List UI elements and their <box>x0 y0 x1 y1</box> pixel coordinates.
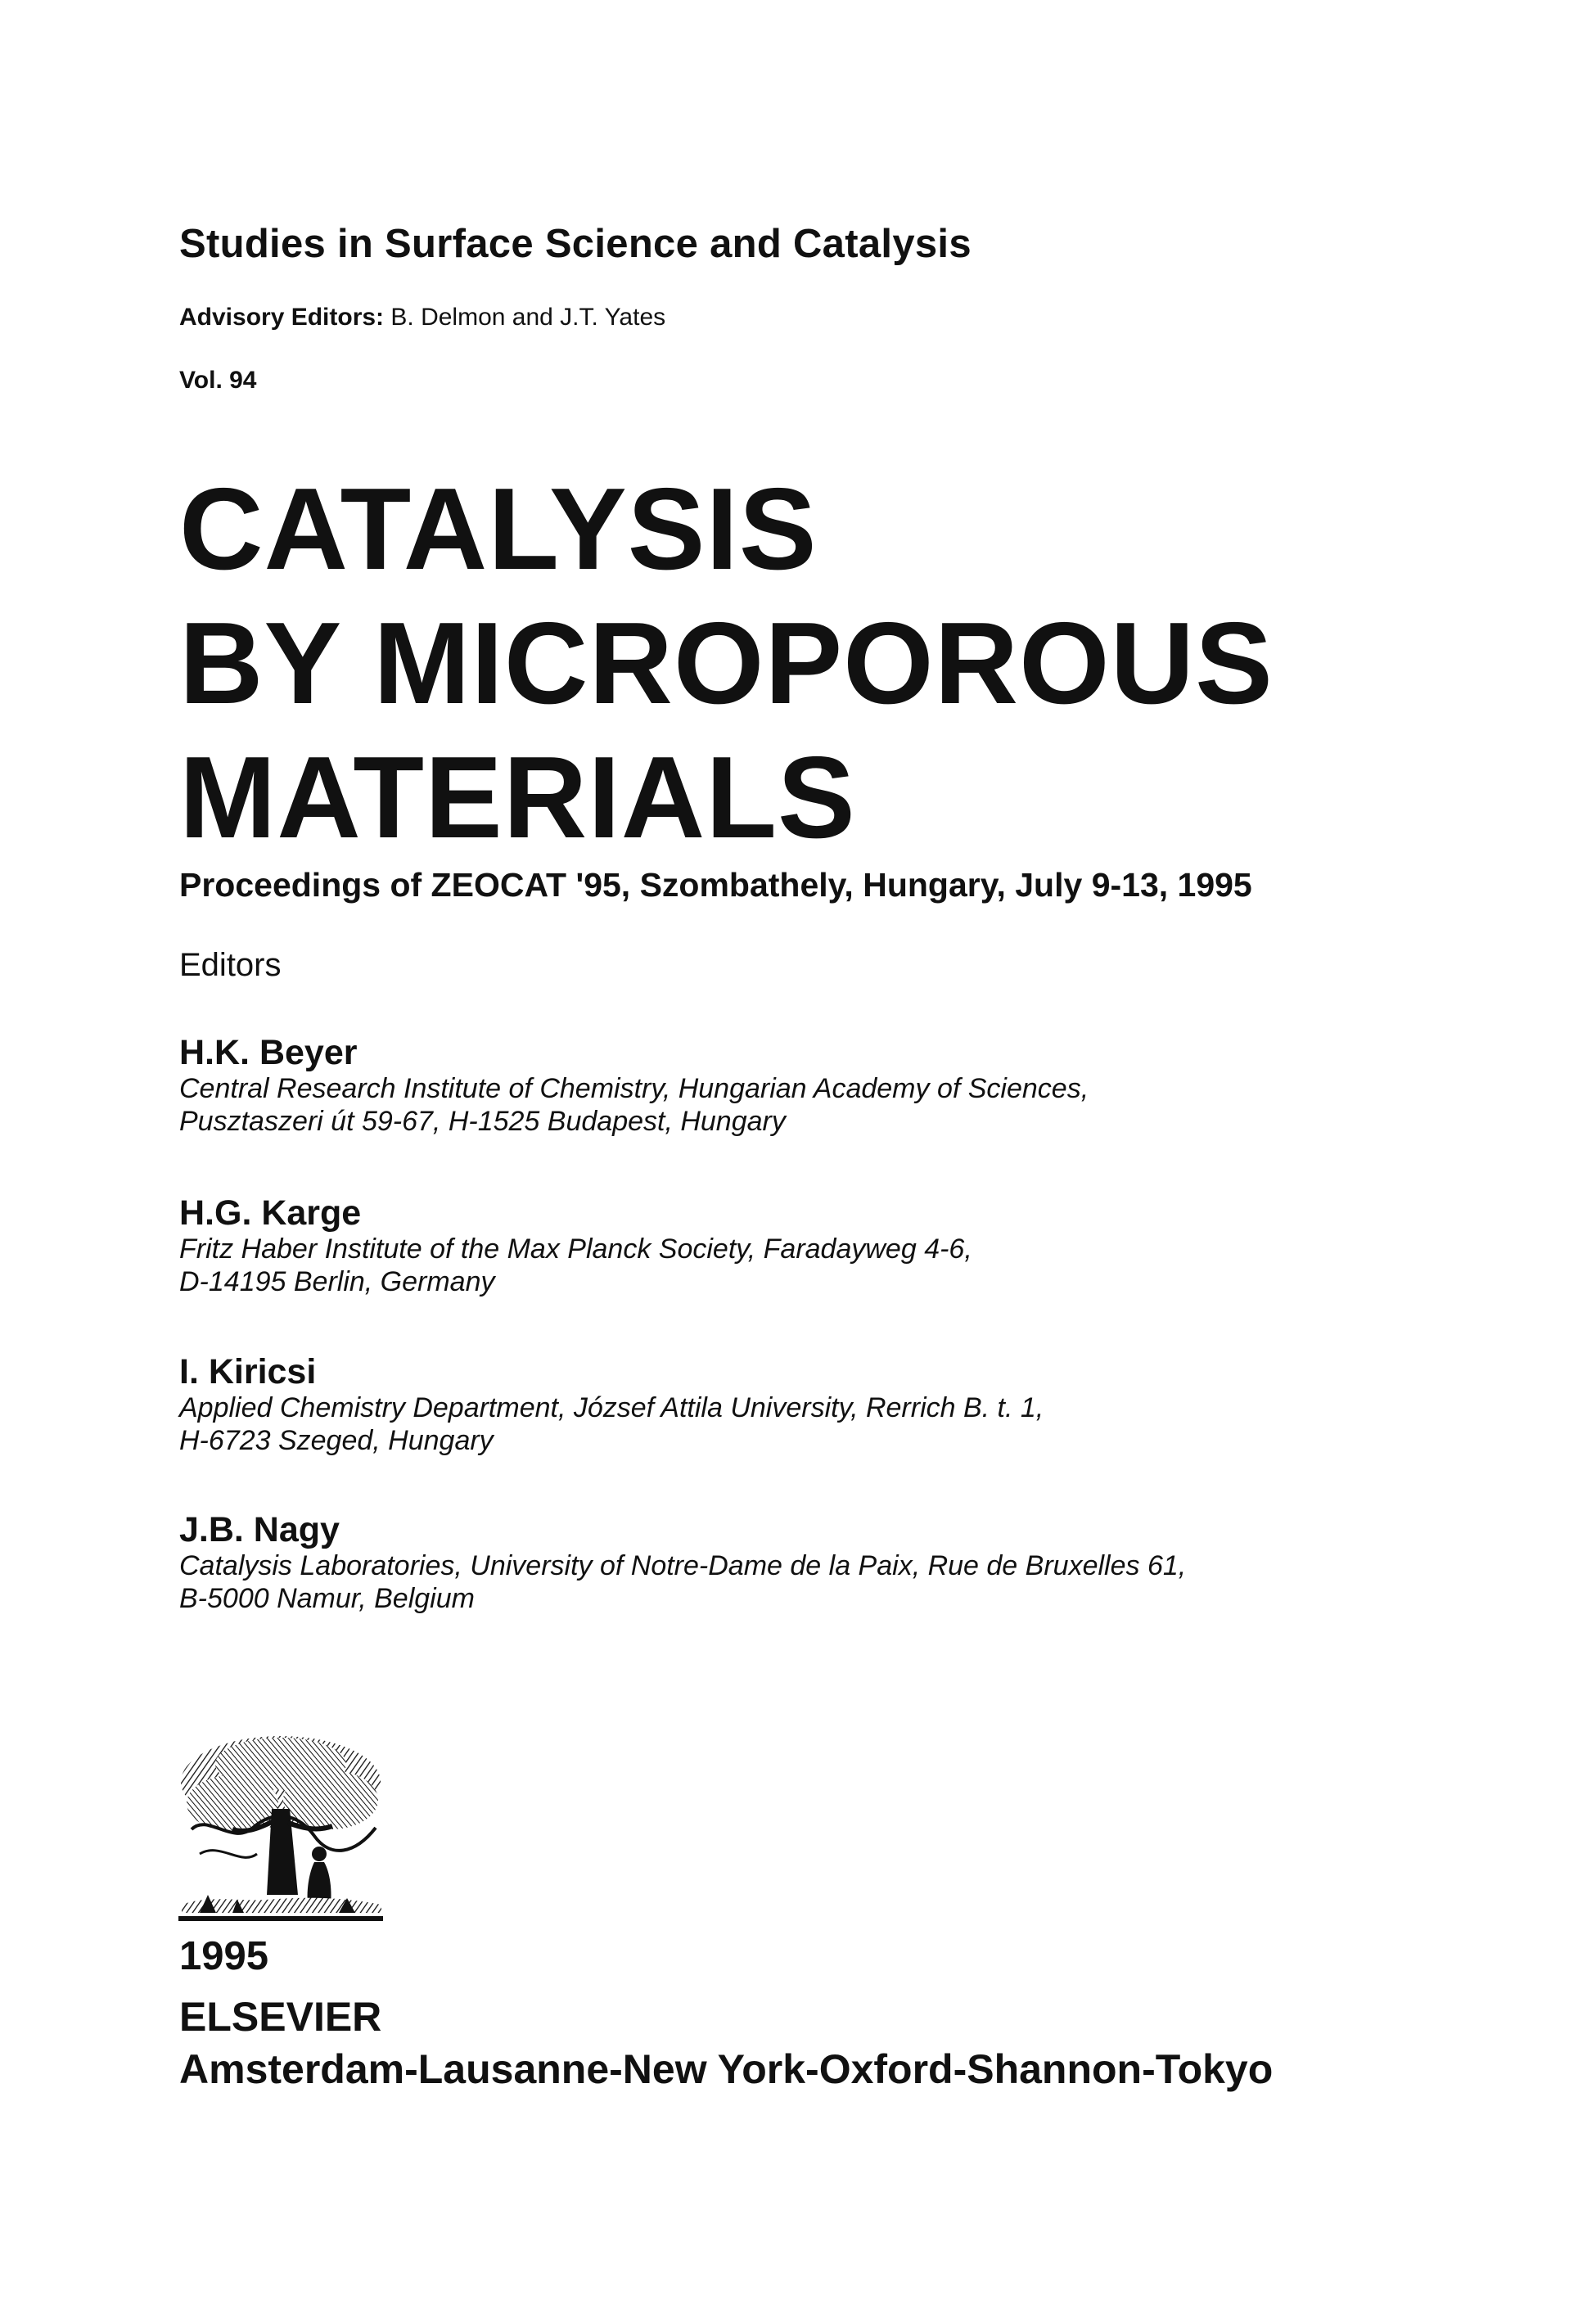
editor-affiliation-line: Central Research Institute of Chemistry, Hungarian Academy of Sciences, <box>179 1073 1089 1104</box>
editor-entry <box>179 1510 1186 1615</box>
elsevier-tree-logo-icon <box>175 1731 386 1926</box>
editor-entry <box>179 1193 972 1298</box>
editor-name: J.B. Nagy <box>179 1510 340 1549</box>
editor-affiliation-line: H-6723 Szeged, Hungary <box>179 1425 494 1456</box>
editor-name: I. Kiricsi <box>179 1352 317 1391</box>
book-title-line: MATERIALS <box>179 733 856 863</box>
publication-year: 1995 <box>179 1934 269 1978</box>
series-title: Studies in Surface Science and Catalysis <box>179 222 972 266</box>
editor-affiliation-line: D-14195 Berlin, Germany <box>179 1266 495 1297</box>
editor-affiliation-line: Applied Chemistry Department, József Attila University, Rerrich B. t. 1, <box>179 1392 1044 1423</box>
editor-name: H.G. Karge <box>179 1193 362 1233</box>
advisory-editors-names: B. Delmon and J.T. Yates <box>390 304 666 331</box>
volume-number: Vol. 94 <box>179 367 257 394</box>
book-title <box>179 462 1274 865</box>
editor-affiliation-line: Catalysis Laboratories, University of Notre-Dame de la Paix, Rue de Bruxelles 61, <box>179 1550 1187 1581</box>
book-title-line: BY MICROPOROUS <box>179 598 1274 728</box>
editor-name: H.K. Beyer <box>179 1033 358 1072</box>
editors-label: Editors <box>179 947 282 983</box>
editor-entry <box>179 1033 1089 1138</box>
proceedings-subtitle: Proceedings of ZEOCAT '95, Szombathely, Hungary, July 9-13, 1995 <box>179 866 1252 904</box>
publisher-cities: Amsterdam-Lausanne-New York-Oxford-Shannon-Tokyo <box>179 2046 1274 2092</box>
editor-affiliation-line: B-5000 Namur, Belgium <box>179 1583 475 1614</box>
advisory-editors-label: Advisory Editors: <box>179 304 385 331</box>
editor-affiliation-line: Pusztaszeri út 59-67, H-1525 Budapest, Hungary <box>179 1106 786 1137</box>
book-title-line: CATALYSIS <box>179 464 818 594</box>
editor-entry <box>179 1352 1044 1457</box>
publisher-name: ELSEVIER <box>179 1994 382 2040</box>
advisory-editors <box>179 304 665 331</box>
editor-affiliation-line: Fritz Haber Institute of the Max Planck Society, Faradayweg 4-6, <box>179 1233 972 1265</box>
